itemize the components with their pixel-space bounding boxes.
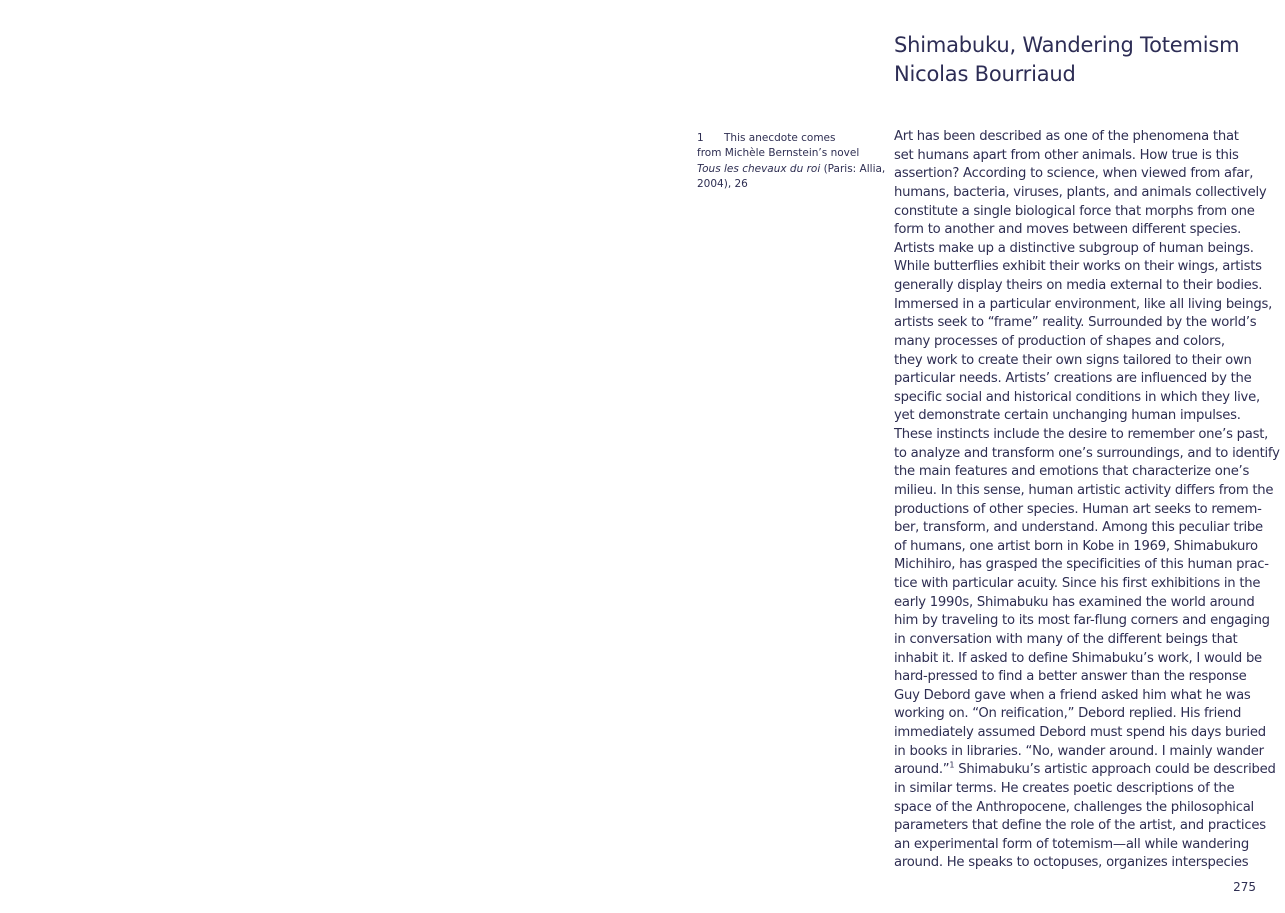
- author-name: Nicolas Bourriaud: [894, 62, 1076, 86]
- body-line: productions of other species. Human art seeks to remem-: [894, 501, 1262, 517]
- body-line: in books in libraries. “No, wander around. I mainly wander: [894, 743, 1264, 759]
- body-line: yet demonstrate certain unchanging human impulses.: [894, 408, 1241, 424]
- body-text: [894, 128, 1280, 873]
- page-number: 275: [1233, 880, 1256, 894]
- body-line: While butterflies exhibit their works on their wings, artists: [894, 259, 1262, 275]
- body-line: set humans apart from other animals. How true is this: [894, 147, 1239, 163]
- article-title: [894, 31, 1274, 89]
- body-line: space of the Anthropocene, challenges the philosophical: [894, 799, 1254, 815]
- body-line: around. He speaks to octopuses, organizes interspecies: [894, 855, 1249, 871]
- body-line: to analyze and transform one’s surroundings, and to identify: [894, 445, 1280, 461]
- footnote-line-4: 2004), 26: [697, 178, 748, 191]
- body-line: assertion? According to science, when viewed from afar,: [894, 166, 1254, 182]
- body-line: generally display theirs on media external to their bodies.: [894, 278, 1263, 293]
- body-line: immediately assumed Debord must spend his days buried: [894, 725, 1266, 740]
- body-line: ber, transform, and understand. Among this peculiar tribe: [894, 520, 1263, 536]
- body-line: Immersed in a particular environment, like all living beings,: [894, 296, 1273, 312]
- body-line: hard-pressed to find a better answer than the response: [894, 669, 1247, 685]
- body-line: milieu. In this sense, human artistic activity differs from the: [894, 482, 1274, 498]
- body-line: they work to create their own signs tailored to their own: [894, 352, 1252, 368]
- body-line: him by traveling to its most far-flung corners and engaging: [894, 613, 1270, 629]
- body-line: in similar terms. He creates poetic descriptions of the: [894, 780, 1235, 796]
- body-line: Guy Debord gave when a friend asked him what he was: [894, 687, 1251, 703]
- footnote-number: 1: [697, 132, 704, 144]
- body-line: Michihiro, has grasped the specificities of this human prac-: [894, 557, 1269, 573]
- body-line: constitute a single biological force that morphs from one: [894, 203, 1255, 219]
- body-line: inhabit it. If asked to define Shimabuku’s work, I would be: [894, 650, 1262, 666]
- body-line: particular needs. Artists’ creations are influenced by the: [894, 371, 1252, 387]
- footnote-book-title: Tous les chevaux du roi: [697, 162, 821, 175]
- body-line: artists seek to “frame” reality. Surrounded by the world’s: [894, 315, 1257, 331]
- body-line: parameters that define the role of the artist, and practices: [894, 818, 1266, 834]
- body-line: in conversation with many of the different beings that: [894, 631, 1238, 647]
- footnote-line-3: [697, 162, 886, 177]
- footnote-line-2: from Michèle Bernstein’s novel: [697, 147, 860, 160]
- body-line: of humans, one artist born in Kobe in 1969, Shimabukuro: [894, 538, 1258, 554]
- footnote-reference: 1: [949, 760, 955, 770]
- footnote-line-1: [697, 131, 882, 146]
- body-line: These instincts include the desire to remember one’s past,: [894, 427, 1269, 442]
- body-line: form to another and moves between different species.: [894, 222, 1242, 238]
- body-line: early 1990s, Shimabuku has examined the world around: [894, 594, 1255, 610]
- body-line: Art has been described as one of the phenomena that: [894, 129, 1239, 144]
- body-line: tice with particular acuity. Since his first exhibitions in the: [894, 576, 1261, 591]
- footnote-text-3: (Paris: Allia,: [820, 162, 886, 175]
- body-line-start: around.”: [894, 762, 950, 778]
- title-text: Shimabuku, Wandering Totemism: [894, 33, 1240, 57]
- body-line: many processes of production of shapes and colors,: [894, 333, 1225, 349]
- body-line: the main features and emotions that characterize one’s: [894, 464, 1250, 480]
- body-line: working on. “On reification,” Debord replied. His friend: [894, 706, 1242, 722]
- body-line-end: Shimabuku’s artistic approach could be described: [954, 762, 1276, 778]
- body-line-with-footnote: [894, 760, 1276, 780]
- footnote: [697, 131, 886, 193]
- body-line: Artists make up a distinctive subgroup of human beings.: [894, 240, 1254, 256]
- body-line: an experimental form of totemism—all while wandering: [894, 836, 1249, 852]
- footnote-text-1: This anecdote comes: [724, 132, 836, 144]
- body-line: specific social and historical conditions in which they live,: [894, 389, 1260, 405]
- body-line: humans, bacteria, viruses, plants, and animals collectively: [894, 184, 1267, 200]
